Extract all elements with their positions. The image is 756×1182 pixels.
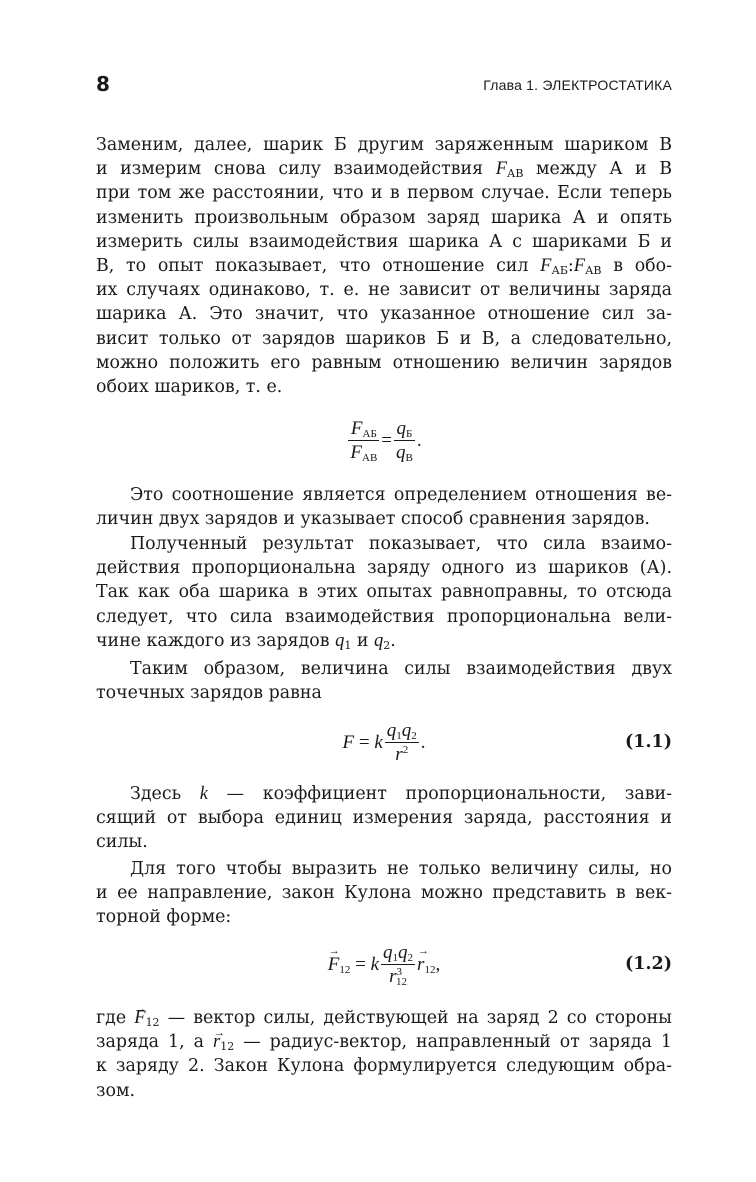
paragraph-1 [96,133,672,399]
fraction-coulomb: $\frac{q_1q_2}{r^2}$ [386,720,417,765]
fraction-charge-ratio: $\frac{q_Б}{q_В}$ [396,418,413,464]
text-line: висит только от зарядов шариков Б и В, а следовательно, [96,328,672,349]
text-line: Заменим, далее, шарик Б другим заряженным шариком В [96,135,672,155]
text-line: Это соотношение является определением отношения ве- [130,485,672,505]
formula-coulomb-scalar: F = k $\frac{q_1q_2}{r^2}$ . [342,720,426,765]
text-line: их случаях одинаково, т. е. не зависит от величины заряда [96,280,672,301]
formula-charge-ratio: $\frac{F_{АБ}}{F_{АВ}}$ = $\frac{q_Б}{q_В}$ . [350,418,422,464]
force-vector-symbol: → F [328,954,340,976]
text-line: торной форме: [96,907,232,928]
text-line: действия пропорциональна заряду одного из шариков (А). [96,558,672,579]
equation-number-1-1: (1.1) [624,732,672,752]
paragraph-7 [96,1006,672,1103]
text-line: следует, что сила взаимодействия пропорциональна вели- [96,606,672,627]
radius-vector-symbol: → r [417,954,424,976]
paragraph-3 [96,532,672,653]
text-line: Так как оба шарика в этих опытах равноправны, то отсюда [96,582,672,603]
text-line: можно положить его равным отношению величин зарядов [96,352,672,373]
text-line: где → $F_{12}$ — вектор силы, действующей на заряд 2 со стороны [96,1006,672,1030]
text-line: сящий от выбора единиц измерения заряда, расстояния и [96,808,672,829]
text-line: зом. [96,1080,136,1101]
text-line: измерить силы взаимодействия шарика А с шариками Б и [96,231,672,252]
text-line: силы. [96,832,148,853]
text-line: к заряду 2. Закон Кулона формулируется следующим обра- [96,1056,672,1077]
text-line: и измерим снова силу взаимодействия $F_{АВ}$ между А и В [96,159,672,181]
text-line: шарика А. Это значит, что указанное отношение сил за- [96,304,672,325]
text-line: при том же расстоянии, что и в первом случае. Если теперь [96,183,672,204]
text-line: Для того чтобы выразить не только величину силы, но [130,859,672,879]
text-line: Таким образом, величина силы взаимодействия двух [130,659,672,679]
text-line: заряда 1, $а \to r_{12}$ — радиус-вектор, направленный от заряда 1 [96,1030,672,1054]
text-line: точечных зарядов равна [96,683,322,704]
paragraph-6 [96,857,672,930]
formula-coulomb-vector: → $F_{12} = k$ $\frac{q_1q_2}{r^3_{12}}$ → $r_{12}$, [96,942,672,989]
text-line: и ее направление, закон Кулона можно представить в век- [96,883,672,904]
page-number: 8 [96,72,110,96]
running-head: Глава 1. ЭЛЕКТРОСТАТИКА [483,77,672,93]
fraction-force-ratio: $\frac{F_{АБ}}{F_{АВ}}$ [350,418,378,464]
text-line: чине каждого из зарядов $q_1$ и $q_2$. [96,630,396,652]
text-line: В, то опыт показывает, что отношение сил $F_{АБ}:F_{АВ}$ в обо- [96,256,672,278]
paragraph-4 [96,657,672,705]
paragraph-2 [96,483,672,531]
text-line: личин двух зарядов и указывает способ сравнения зарядов. [96,509,650,530]
text-line: обоих шариков, т. е. [96,377,283,398]
text-line: Полученный результат показывает, что сила взаимо- [130,534,672,554]
text-line: изменить произвольным образом заряд шарика А и опять [96,207,672,228]
paragraph-5 [96,782,672,855]
text-line: Здесь k — коэффициент пропорциональности, зави- [130,784,672,804]
fraction-coulomb-vector: $\frac{q_1q_2}{r^3_{12}}$ [383,942,414,988]
equation-number-1-2: (1.2) [624,954,672,974]
